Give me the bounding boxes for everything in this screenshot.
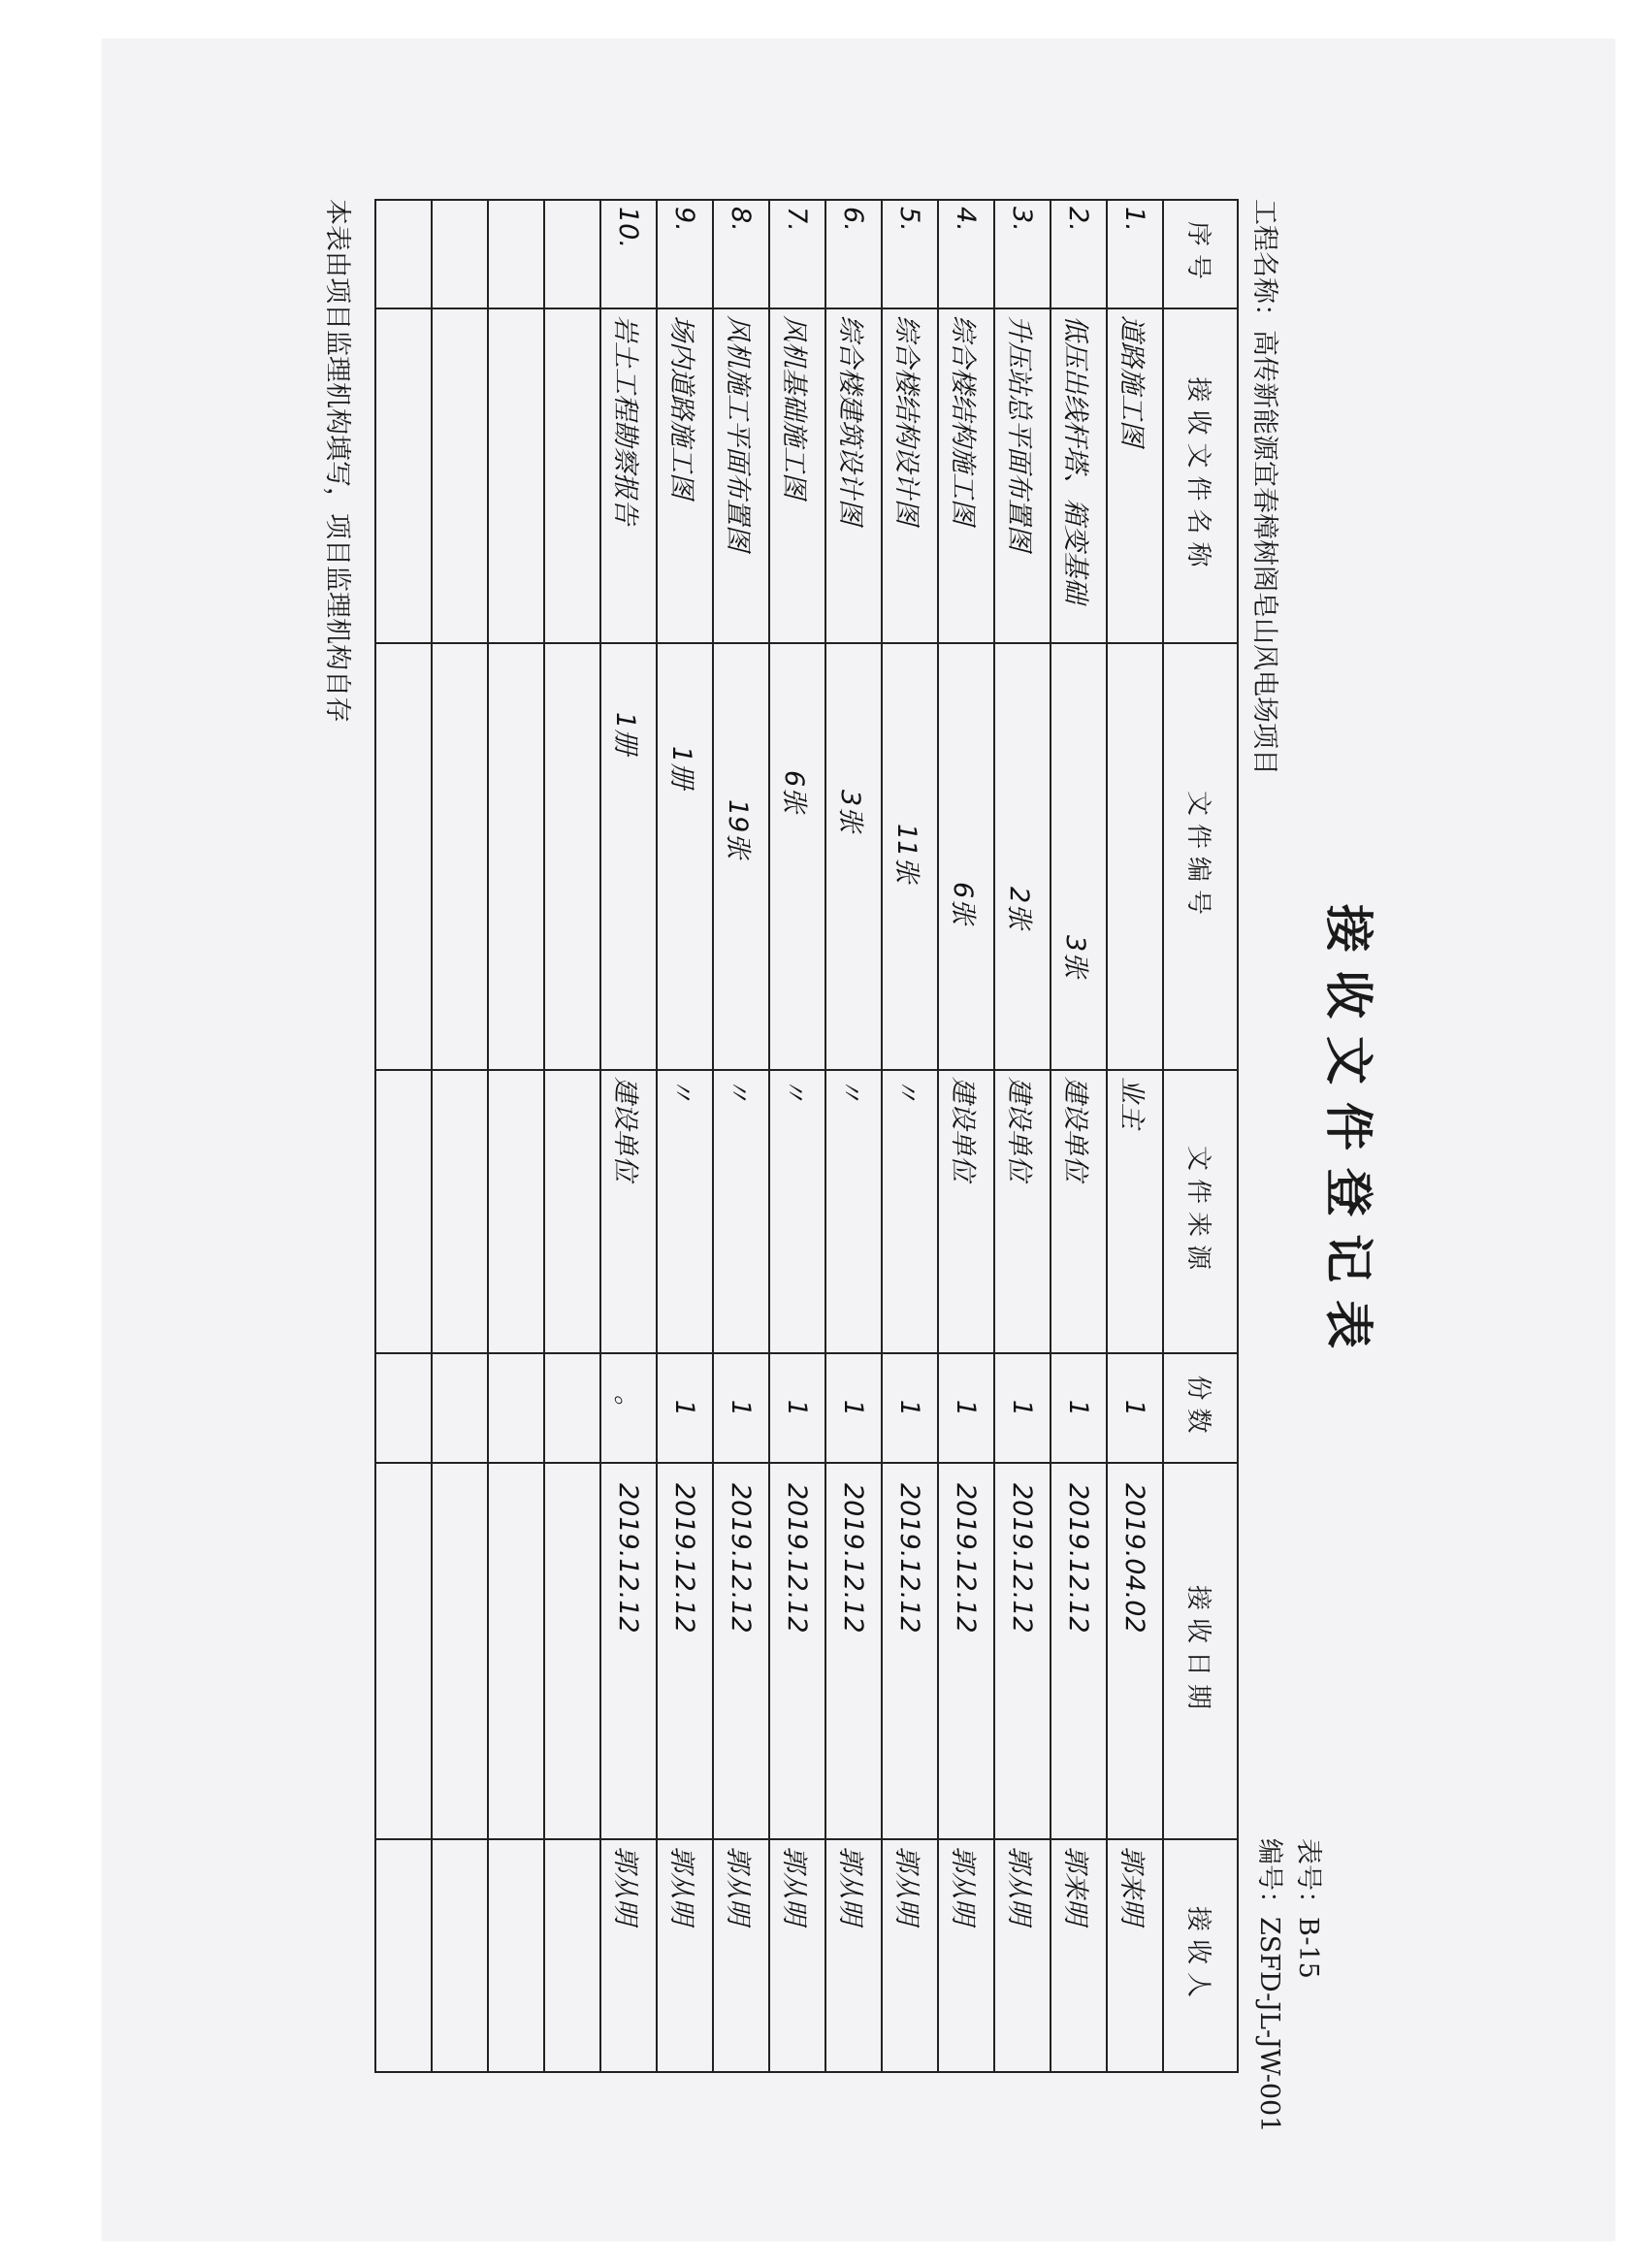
cell-file-source: 〃 (882, 1070, 938, 1353)
cell-file-source: 〃 (769, 1070, 825, 1353)
cell-receiver (544, 1839, 600, 2072)
cell-file-name (544, 308, 600, 643)
cell-file-number: 6张 (769, 643, 825, 1070)
table-body (375, 200, 1163, 2072)
table-row (1051, 200, 1107, 2072)
cell-file-source: 建设单位 (994, 1070, 1051, 1353)
header-receive-date: 接收日期 (1163, 1463, 1238, 1839)
register-table (374, 199, 1239, 2073)
cell-file-source (488, 1070, 544, 1353)
cell-copies: 1 (713, 1353, 769, 1463)
cell-seq: 4. (938, 200, 994, 308)
cell-file-number: 11张 (882, 643, 938, 1070)
cell-copies: 1 (994, 1353, 1051, 1463)
cell-file-name: 场内道路施工图 (657, 308, 713, 643)
header-file-source: 文件来源 (1163, 1070, 1238, 1353)
cell-file-name: 低压出线杆塔、箱变基础 (1051, 308, 1107, 643)
cell-file-number: 3张 (825, 643, 882, 1070)
cell-copies: 1 (938, 1353, 994, 1463)
cell-file-source: 〃 (825, 1070, 882, 1353)
cell-file-number: 6张 (938, 643, 994, 1070)
cell-receiver: 郭从明 (769, 1839, 825, 2072)
cell-copies: 。 (600, 1353, 657, 1463)
cell-copies (375, 1353, 432, 1463)
header-receiver: 接收人 (1163, 1839, 1238, 2072)
cell-seq: 8. (713, 200, 769, 308)
cell-seq (544, 200, 600, 308)
cell-seq: 1. (1107, 200, 1163, 308)
cell-file-number: 2张 (994, 643, 1051, 1070)
cell-receiver: 郭从明 (938, 1839, 994, 2072)
cell-file-number (1107, 643, 1163, 1070)
cell-receive-date: 2019.12.12 (769, 1463, 825, 1839)
cell-receive-date: 2019.04.02 (1107, 1463, 1163, 1839)
document-code: 编号：ZSFD-JL-JW-001 (1254, 1838, 1284, 2133)
cell-seq (432, 200, 488, 308)
rotated-form (272, 199, 1382, 2133)
cell-file-source: 建设单位 (1051, 1070, 1107, 1353)
cell-file-source: 〃 (657, 1070, 713, 1353)
form-title: 接收文件登记表 (1320, 904, 1376, 1366)
cell-file-name: 岩土工程勘察报告 (600, 308, 657, 643)
cell-seq: 3. (994, 200, 1051, 308)
table-row (713, 200, 769, 2072)
project-name: 工程名称：高传新能源宜春樟树阁皂山风电场项目 (1249, 199, 1279, 775)
cell-receiver: 郭来明 (1051, 1839, 1107, 2072)
cell-copies (432, 1353, 488, 1463)
table-row (882, 200, 938, 2072)
cell-file-number: 1册 (600, 643, 657, 1070)
cell-copies: 1 (1051, 1353, 1107, 1463)
header-copies: 份数 (1163, 1353, 1238, 1463)
table-header-row (1163, 200, 1238, 2072)
cell-seq: 10. (600, 200, 657, 308)
cell-file-name (375, 308, 432, 643)
cell-receive-date: 2019.12.12 (825, 1463, 882, 1839)
cell-receiver: 郭从明 (600, 1839, 657, 2072)
header-seq: 序号 (1163, 200, 1238, 308)
cell-file-number (375, 643, 432, 1070)
cell-receiver: 郭从明 (657, 1839, 713, 2072)
cell-copies: 1 (882, 1353, 938, 1463)
cell-receive-date (544, 1463, 600, 1839)
cell-file-name: 风机施工平面布置图 (713, 308, 769, 643)
cell-receive-date: 2019.12.12 (938, 1463, 994, 1839)
cell-file-number: 19张 (713, 643, 769, 1070)
cell-file-source: 业主 (1107, 1070, 1163, 1353)
table-row (544, 200, 600, 2072)
table-row (600, 200, 657, 2072)
cell-seq: 6. (825, 200, 882, 308)
cell-file-name: 综合楼结构施工图 (938, 308, 994, 643)
cell-receive-date: 2019.12.12 (713, 1463, 769, 1839)
cell-receiver (432, 1839, 488, 2072)
cell-seq: 7. (769, 200, 825, 308)
cell-seq: 9. (657, 200, 713, 308)
cell-seq (488, 200, 544, 308)
form-number: 表号：B-15 (1293, 1838, 1323, 1979)
cell-file-name: 风机基础施工图 (769, 308, 825, 643)
cell-file-name: 综合楼建筑设计图 (825, 308, 882, 643)
cell-file-source: 建设单位 (938, 1070, 994, 1353)
cell-file-number (544, 643, 600, 1070)
cell-copies: 1 (769, 1353, 825, 1463)
cell-seq: 5. (882, 200, 938, 308)
table-row (994, 200, 1051, 2072)
cell-receive-date: 2019.12.12 (994, 1463, 1051, 1839)
table-row (1107, 200, 1163, 2072)
table-row (825, 200, 882, 2072)
header-file-number: 文件编号 (1163, 643, 1238, 1070)
cell-receiver (375, 1839, 432, 2072)
cell-file-name (488, 308, 544, 643)
cell-copies: 1 (657, 1353, 713, 1463)
cell-receive-date (375, 1463, 432, 1839)
table-row (488, 200, 544, 2072)
cell-file-source: 建设单位 (600, 1070, 657, 1353)
table-row (375, 200, 432, 2072)
cell-receiver: 郭从明 (825, 1839, 882, 2072)
cell-receive-date (488, 1463, 544, 1839)
cell-receive-date: 2019.12.12 (882, 1463, 938, 1839)
cell-file-source (544, 1070, 600, 1353)
table-row (657, 200, 713, 2072)
cell-file-name: 道路施工图 (1107, 308, 1163, 643)
cell-file-source (432, 1070, 488, 1353)
cell-receive-date (432, 1463, 488, 1839)
cell-file-source: 〃 (713, 1070, 769, 1353)
cell-file-number: 1册 (657, 643, 713, 1070)
cell-seq (375, 200, 432, 308)
cell-copies (488, 1353, 544, 1463)
cell-copies: 1 (1107, 1353, 1163, 1463)
cell-file-number: 3张 (1051, 643, 1107, 1070)
header-file-name: 接收文件名称 (1163, 308, 1238, 643)
cell-receive-date: 2019.12.12 (600, 1463, 657, 1839)
footer-note: 本表由项目监理机构填写，项目监理机构自存 (322, 199, 352, 723)
cell-file-name (432, 308, 488, 643)
cell-receive-date: 2019.12.12 (1051, 1463, 1107, 1839)
cell-file-name: 综合楼结构设计图 (882, 308, 938, 643)
cell-receiver: 郭从明 (994, 1839, 1051, 2072)
cell-copies (544, 1353, 600, 1463)
cell-file-name: 升压站总平面布置图 (994, 308, 1051, 643)
cell-file-number (488, 643, 544, 1070)
cell-file-number (432, 643, 488, 1070)
cell-file-source (375, 1070, 432, 1353)
cell-receiver: 郭从明 (713, 1839, 769, 2072)
cell-receiver: 郭从明 (882, 1839, 938, 2072)
cell-receiver: 郭来明 (1107, 1839, 1163, 2072)
table-row (769, 200, 825, 2072)
cell-seq: 2. (1051, 200, 1107, 308)
cell-receive-date: 2019.12.12 (657, 1463, 713, 1839)
cell-receiver (488, 1839, 544, 2072)
table-row (432, 200, 488, 2072)
cell-copies: 1 (825, 1353, 882, 1463)
table-row (938, 200, 994, 2072)
